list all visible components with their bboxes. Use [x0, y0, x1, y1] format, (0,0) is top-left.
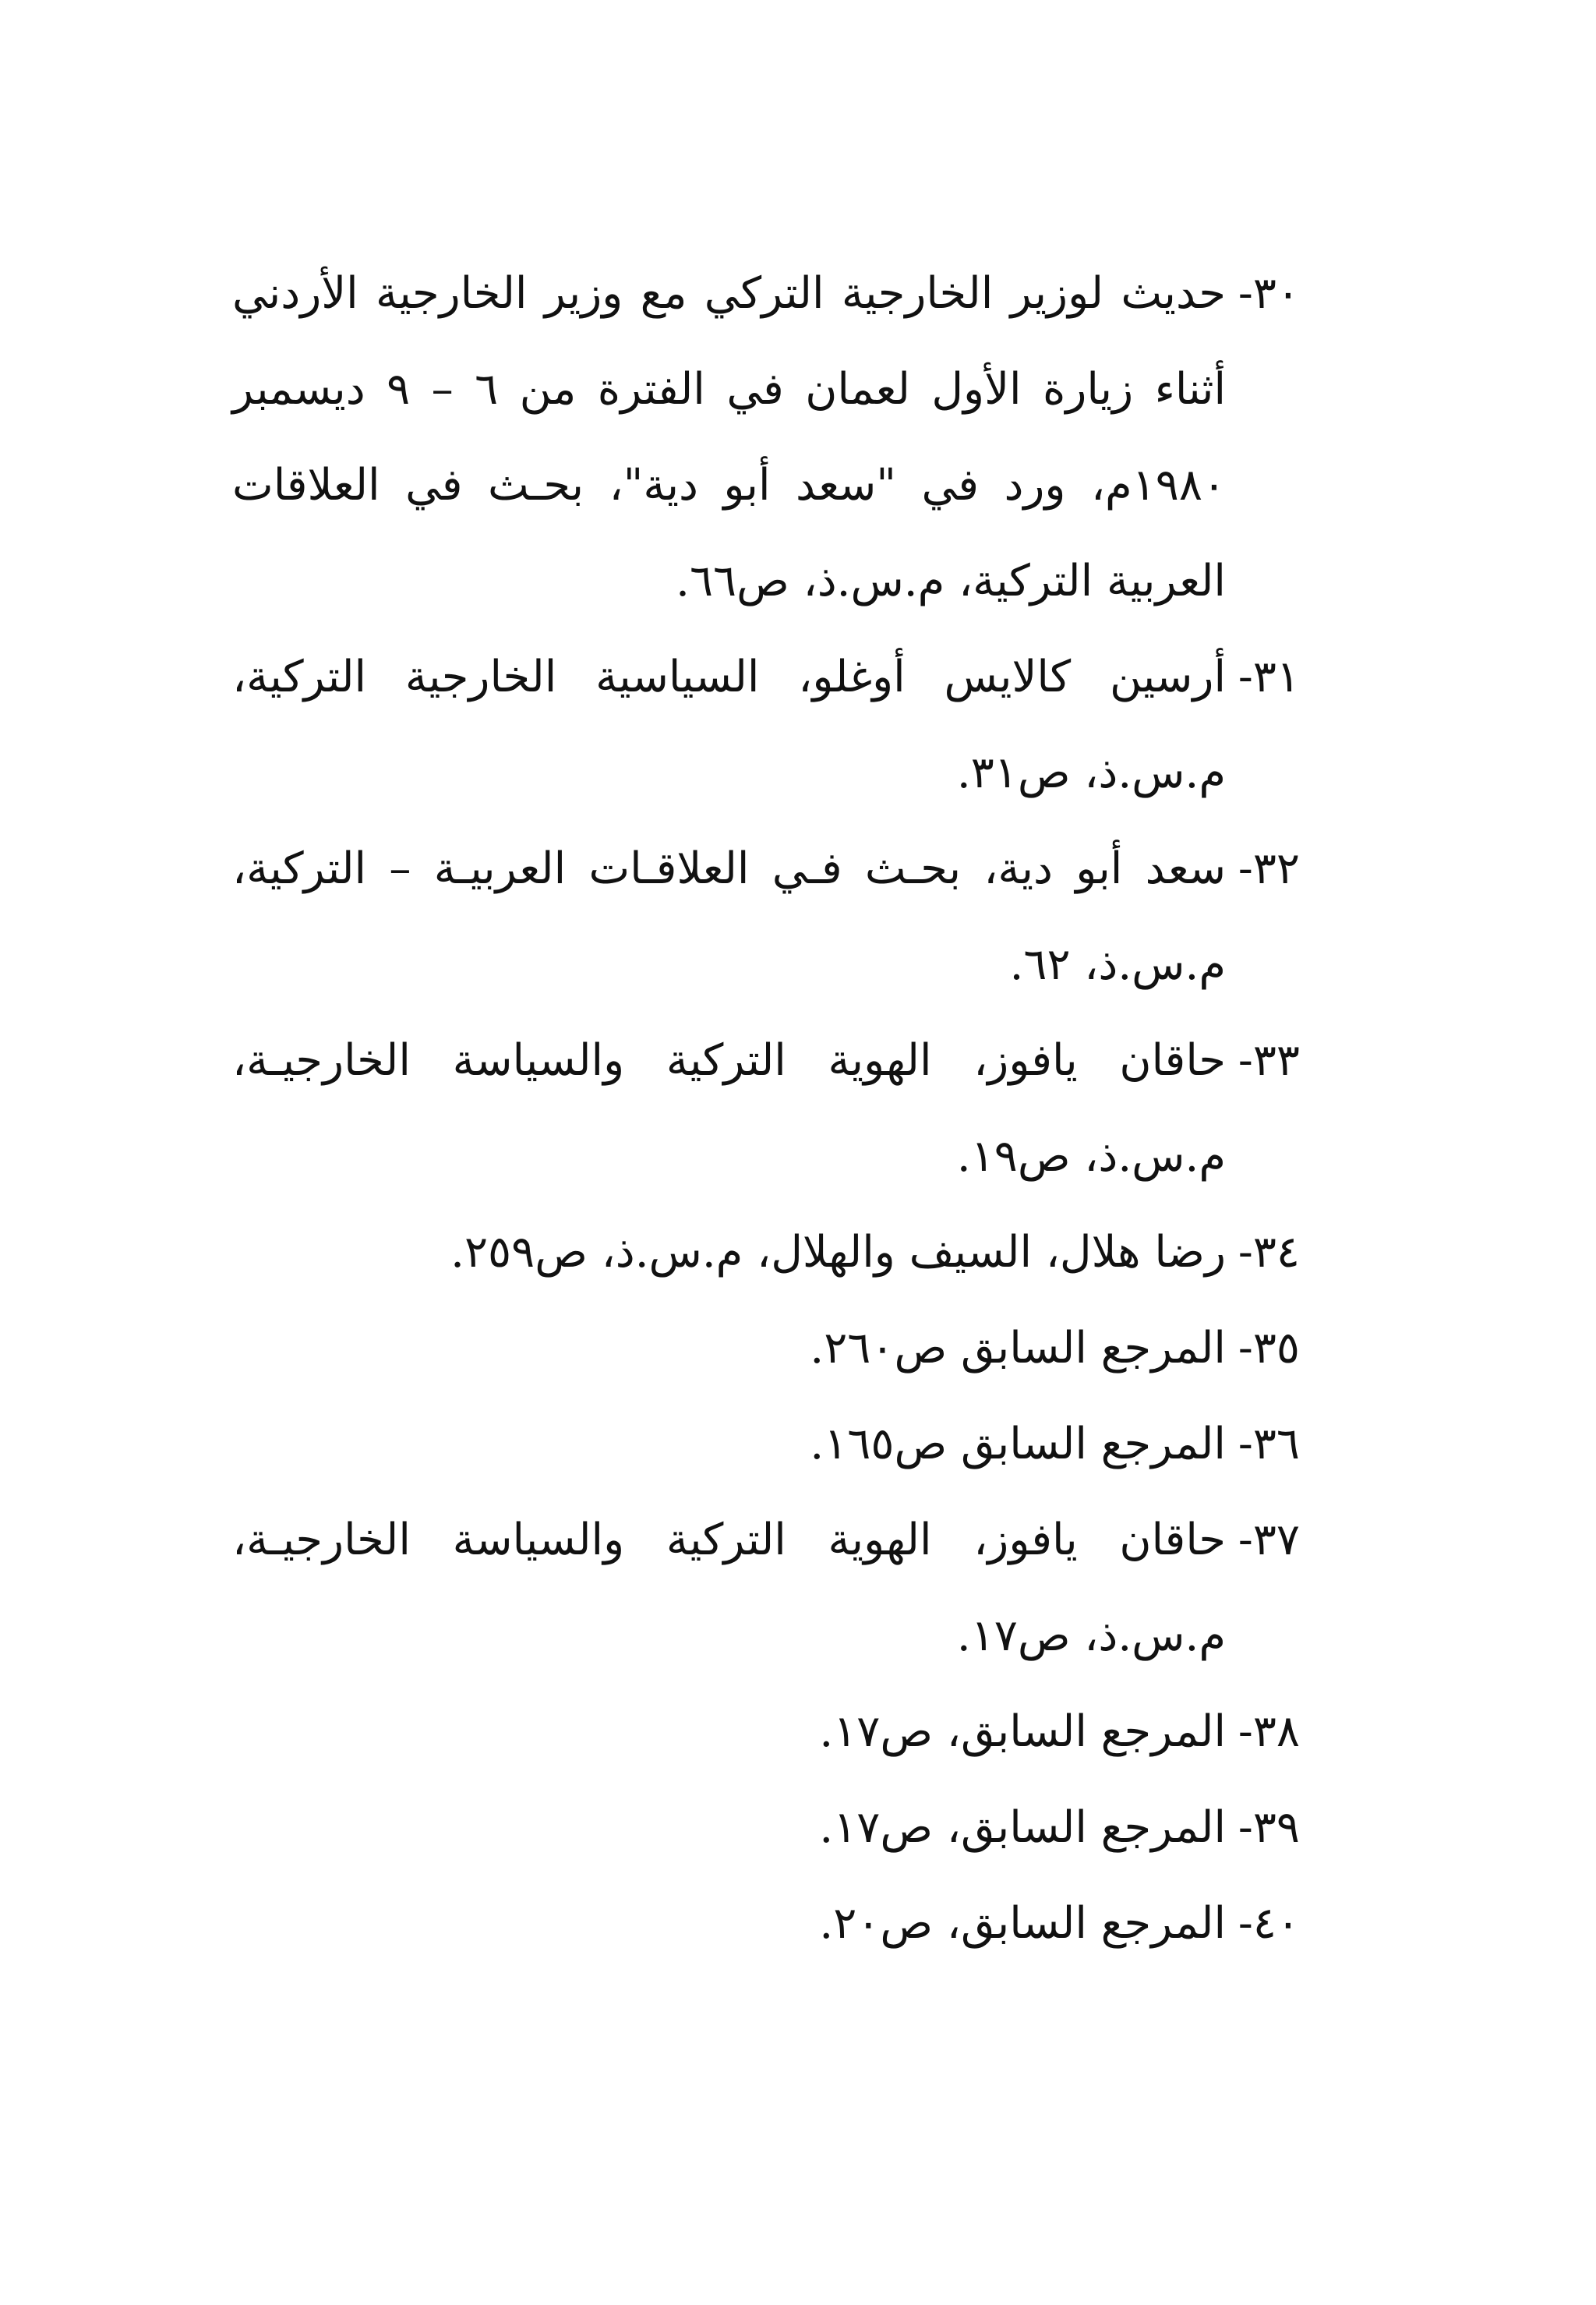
footnote-text: المرجع السابق، ص٢٠. [819, 1898, 1226, 1949]
footnote-text: حاقان يافوز، الهوية التركية والسياسة الخارجيـة، م.س.ذ، ص١٧. [232, 1515, 1226, 1661]
footnote-number: ٣٣- [1238, 1035, 1300, 1086]
footnote-37 [232, 1492, 1300, 1684]
footnotes-list [232, 246, 1300, 1971]
footnote-number: ٣٥- [1238, 1323, 1300, 1373]
footnote-text: المرجع السابق ص٢٦٠. [810, 1323, 1226, 1373]
footnote-39 [232, 1780, 1300, 1875]
footnote-text: سعد أبو دية، بحـث فـي العلاقـات العربيـة – التركية، م.س.ذ، ٦٢. [232, 843, 1226, 990]
footnote-number: ٣٧- [1238, 1515, 1300, 1565]
footnote-text: المرجع السابق، ص١٧. [819, 1802, 1226, 1853]
footnote-38 [232, 1684, 1300, 1780]
footnote-text: أرسين كالايس أوغلو، السياسية الخارجية التركية، م.س.ذ، ص٣١. [232, 652, 1226, 798]
footnote-text: حاقان يافوز، الهوية التركية والسياسة الخارجيـة، م.س.ذ، ص١٩. [232, 1035, 1226, 1182]
footnote-number: ٤٠- [1238, 1898, 1300, 1949]
footnote-number: ٣٤- [1238, 1227, 1300, 1278]
footnote-36 [232, 1396, 1300, 1492]
footnote-text: حديث لوزير الخارجية التركي مع وزير الخارجية الأردني أثناء زيارة الأول لعمان في الفترة من ٦ – ٩ ديسمبر ١٩٨٠م، ورد في "سعد أبو دية"، بحـث في العلاقات العربية التركية، م.س.ذ، ص٦٦. [232, 268, 1227, 606]
footnote-text: رضا هلال، السيف والهلال، م.س.ذ، ص٢٥٩. [450, 1227, 1226, 1278]
footnote-34 [232, 1204, 1300, 1300]
footnote-35 [232, 1300, 1300, 1396]
footnote-number: ٣٢- [1238, 843, 1300, 894]
footnote-30 [232, 246, 1300, 629]
footnote-number: ٣٩- [1238, 1802, 1300, 1853]
footnote-32 [232, 821, 1300, 1013]
footnote-text: المرجع السابق، ص١٧. [819, 1706, 1226, 1757]
footnote-number: ٣٠- [1238, 268, 1300, 319]
footnote-number: ٣١- [1238, 652, 1300, 702]
footnote-31 [232, 629, 1300, 821]
footnote-40 [232, 1875, 1300, 1971]
footnote-33 [232, 1013, 1300, 1204]
footnote-text: المرجع السابق ص١٦٥. [810, 1419, 1226, 1469]
footnote-number: ٣٨- [1238, 1706, 1300, 1757]
footnote-number: ٣٦- [1238, 1419, 1300, 1469]
